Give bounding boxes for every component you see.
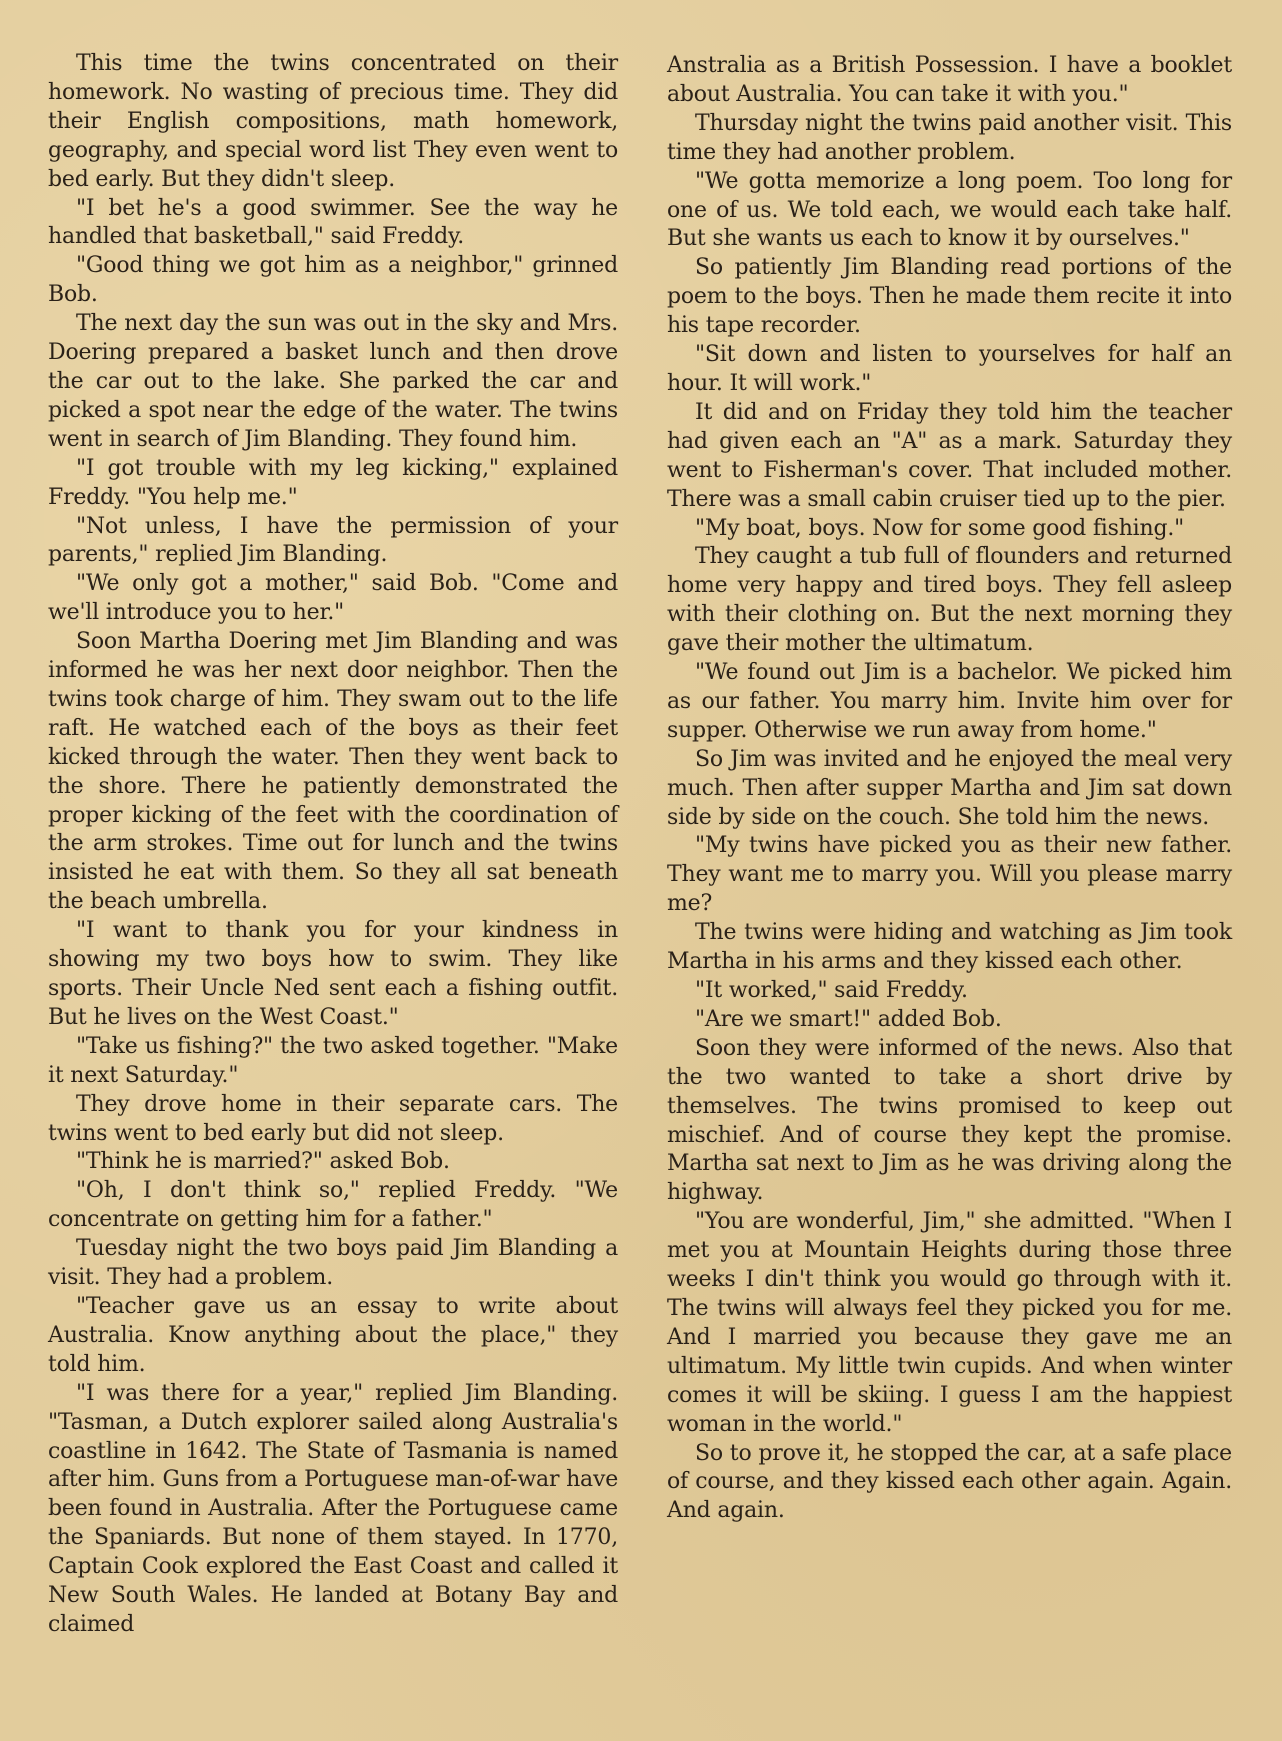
paragraph: It did and on Friday they told him the teacher had given each an "A" as a mark. Saturday they went to Fisherman's cover. That included mother. There was a small cabin cruiser tied up to the pier. — [667, 399, 1232, 512]
paragraph: So Jim was invited and he enjoyed the meal very much. Then after supper Martha and Jim sat down side by side on the couch. She told him the news. — [667, 746, 1232, 830]
paragraph: The twins were hiding and watching as Jim took Martha in his arms and they kissed each other. — [667, 920, 1232, 975]
paragraph: "Think he is married?" asked Bob. — [76, 1149, 450, 1175]
left-column — [48, 50, 618, 1640]
paragraph: "Are we smart!" added Bob. — [695, 1006, 1002, 1032]
paragraph: "We only got a mother," said Bob. "Come and we'll introduce you to her." — [48, 571, 618, 626]
paragraph: "I want to thank you for your kindness in showing my two boys how to swim. They like sports. Their Uncle Ned sent each a fishing outfit. But he lives on the West Coast." — [48, 918, 618, 1030]
paragraph: "Sit down and listen to yourselves for half an hour. It will work." — [667, 342, 1232, 396]
paragraph: They caught a tub full of flounders and returned home very happy and tired boys. They fell asleep with their clothing on. But the next morning they gave their mother the ultimatum. — [667, 544, 1232, 657]
paragraph: "Teacher gave us an essay to write about Australia. Know anything about the place," they told him. — [48, 1293, 618, 1377]
paragraph: "It worked," said Freddy. — [695, 978, 968, 1003]
paragraph: Soon Martha Doering met Jim Blanding and was informed he was her next door neighbor. Then the twins took charge of him. They swam out to the life raft. He watched each of the boys as their feet kicked through the water. Then they went back to the shore. There he patiently demonstrated the proper kicking of the feet with the coordination of the arm strokes. Time out for lunch and the twins insisted he eat with them. So they all sat beneath the beach umbrella. — [48, 629, 618, 915]
paragraph: "Good thing we got him as a neighbor," grinned Bob. — [48, 253, 618, 308]
paragraph: "We found out Jim is a bachelor. We picked him as our father. You marry him. Invite him over for supper. Otherwise we run away from home." — [667, 660, 1232, 743]
paragraph: "You are wonderful, Jim," she admitted. "When I met you at Mountain Heights during those three weeks I din't think you would go through with it. The twins will always feel they picked you for me. And I married you because they gave me an ultimatum. My little twin cupids. And when winter comes it will be skiing. I guess I am the happiest woman in the world." — [667, 1209, 1232, 1437]
paragraph: "Oh, I don't think so," replied Freddy. "We concentrate on getting him for a father." — [48, 1178, 618, 1233]
paragraph: The next day the sun was out in the sky and Mrs. Doering prepared a basket lunch and then drove the car out to the lake. She parked the car and picked a spot near the edge of the water. The twins went in search of Jim Blanding. They found him. — [48, 311, 618, 452]
paragraph: Thursday night the twins paid another visit. This time they had another problem. — [667, 110, 1232, 165]
paragraph: "Take us fishing?" the two asked together. "Make it next Saturday." — [48, 1033, 618, 1088]
paragraph: "My twins have picked you as their new father. They want me to marry you. Will you please marry me? — [667, 833, 1232, 917]
paragraph: So patiently Jim Blanding read portions of the poem to the boys. Then he made them recite it into his tape recorder. — [667, 255, 1232, 339]
paragraph: "My boat, boys. Now for some good fishing." — [695, 515, 1185, 541]
paragraph: "I bet he's a good swimmer. See the way he handled that basketball," said Freddy. — [48, 195, 618, 250]
paragraph: So to prove it, he stopped the car, at a safe place of course, and they kissed each other again. Again. And again. — [667, 1440, 1232, 1524]
right-column — [667, 52, 1232, 1526]
paragraph: "I was there for a year," replied Jim Blanding. "Tasman, a Dutch explorer sailed along Australia's coastline in 1642. The State of Tasmania is named after him. Guns from a Portuguese man-of-war have been found in Australia. After the Portuguese came the Spaniards. But none of them stayed. In 1770, Captain Cook explored the East Coast and called it New South Wales. He landed at Botany Bay and claimed — [48, 1380, 619, 1637]
paragraph: "We gotta memorize a long poem. Too long for one of us. We told each, we would each take half. But she wants us each to know it by ourselves." — [667, 168, 1232, 252]
paragraph: They drove home in their separate cars. The twins went to bed early but did not sleep. — [48, 1091, 618, 1146]
paragraph: "Not unless, I have the permission of your parents," replied Jim Blanding. — [48, 513, 618, 568]
paragraph: Soon they were informed of the news. Also that the two wanted to take a short drive by themselves. The twins promised to keep out mischief. And of course they kept the promise. Martha sat next to Jim as he was driving along the highway. — [667, 1035, 1232, 1206]
paragraph: This time the twins concentrated on their homework. No wasting of precious time. They did their English compositions, math homework, geography, and special word list They even went to bed early. But they didn't sleep. — [48, 51, 618, 192]
paragraph-continuation: Anstralia as a British Possession. I have a booklet about Australia. You can take it with you." — [667, 53, 1232, 107]
paragraph: Tuesday night the two boys paid Jim Blanding a visit. They had a problem. — [48, 1236, 618, 1291]
paragraph: "I got trouble with my leg kicking," explained Freddy. "You help me." — [48, 455, 618, 510]
